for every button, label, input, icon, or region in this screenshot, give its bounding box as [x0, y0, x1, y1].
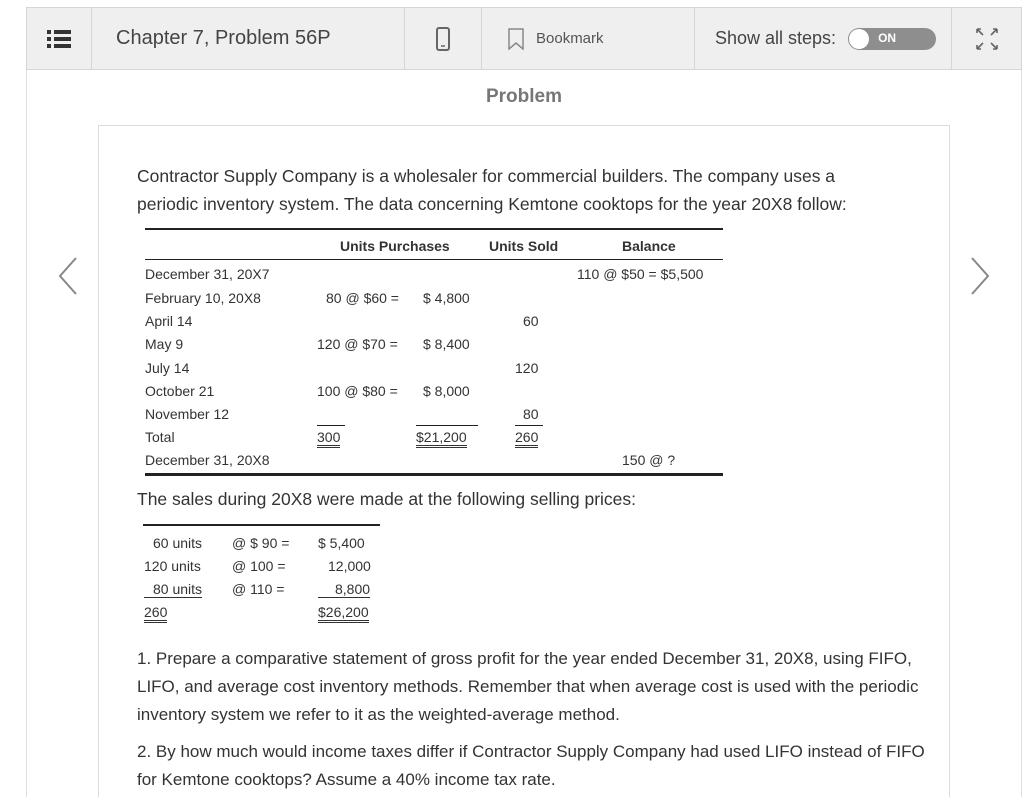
bookmark-label: Bookmark: [536, 30, 604, 47]
expand-button[interactable]: [952, 8, 1021, 69]
row-sold: 80: [523, 406, 539, 422]
list-icon: [47, 29, 71, 49]
show-steps-label: Show all steps:: [715, 28, 837, 48]
row-amount: $ 4,800: [423, 290, 470, 306]
row-amount: $ 8,400: [423, 336, 470, 352]
next-arrow-icon[interactable]: [970, 256, 990, 296]
subtotal-rule: [515, 425, 543, 426]
row-purchase: 120 @ $70 =: [317, 336, 398, 352]
row-date: December 31, 20X7: [145, 266, 270, 282]
table-top-rule: [145, 228, 723, 230]
sales-units: 60 units: [153, 535, 203, 551]
intro-text: Contractor Supply Company is a wholesaler for commercial builders. The company uses a periodic inventory system. The data concerning Kemtone cooktops for the year 20X8 follow:: [137, 166, 847, 214]
header-rule: [145, 259, 723, 260]
row-date: February 10, 20X8: [145, 290, 261, 306]
sales-units-total: 260: [144, 604, 167, 623]
row-date: July 14: [145, 360, 190, 376]
question-1: 1. Prepare a comparative statement of gross profit for the year ended December 31, 20X8, using FIFO, LIFO, and average cost inventory methods. Remember that when average cost is used with the periodic inventory system we refer to it as the weighted-average method.: [137, 649, 919, 724]
row-date: December 31, 20X8: [145, 452, 270, 468]
toggle-knob: [849, 29, 869, 49]
sales-table: [143, 524, 380, 630]
header-units-sold: Units Sold: [489, 238, 559, 254]
page-title: Chapter 7, Problem 56P: [92, 8, 405, 69]
question-2: 2. By how much would income taxes differ if Contractor Supply Company had used LIFO instead of FIFO for Kemtone cooktops? Assume a 40% income tax rate.: [137, 742, 925, 789]
row-purchase-total: 300: [317, 429, 340, 448]
row-date: October 21: [145, 383, 215, 399]
sales-amount: 8,800: [318, 581, 370, 598]
row-sold-total: 260: [515, 429, 538, 448]
toggle-state: ON: [878, 30, 897, 45]
table-bottom-rule: [145, 473, 723, 476]
row-balance: 110 @ $50 = $5,500: [577, 266, 704, 282]
show-steps-control: [695, 8, 952, 69]
row-purchase: 100 @ $80 =: [317, 383, 398, 399]
bookmark-icon: [508, 28, 524, 50]
sales-units: 80 units: [144, 581, 202, 598]
row-purchase: 80 @ $60 =: [326, 290, 399, 306]
sales-price: @ $ 90 =: [232, 535, 290, 551]
subtotal-rule: [416, 425, 478, 426]
bookmark-button[interactable]: [482, 8, 695, 69]
subtotal-rule: [317, 425, 345, 426]
mobile-view-button[interactable]: [405, 8, 482, 69]
row-date: November 12: [145, 406, 230, 422]
show-steps-toggle[interactable]: [848, 28, 936, 50]
row-date: April 14: [145, 313, 193, 329]
inventory-table: [145, 228, 723, 477]
toolbar: [26, 7, 1022, 70]
sales-amount: 12,000: [328, 558, 371, 574]
mobile-icon: [436, 27, 450, 51]
row-date: Total: [145, 429, 175, 445]
sales-amount: $ 5,400: [318, 535, 365, 551]
row-amount-total: $21,200: [416, 429, 467, 448]
sales-units: 120 units: [144, 558, 201, 574]
row-amount: $ 8,000: [423, 383, 470, 399]
sales-text: The sales during 20X8 were made at the following selling prices:: [137, 489, 637, 509]
row-sold: 60: [523, 313, 539, 329]
header-units-purchases: Units Purchases: [340, 238, 450, 254]
previous-arrow-icon[interactable]: [58, 256, 78, 296]
expand-icon: [975, 27, 999, 51]
row-date: May 9: [145, 336, 184, 352]
sales-price: @ 110 =: [232, 581, 285, 597]
header-balance: Balance: [622, 238, 676, 254]
sales-top-rule: [143, 524, 380, 526]
sales-price: @ 100 =: [232, 558, 286, 574]
menu-button[interactable]: [27, 8, 92, 69]
sales-amount-total: $26,200: [318, 604, 369, 623]
problem-heading: Problem: [485, 86, 563, 107]
row-sold: 120: [515, 360, 539, 376]
row-balance: 150 @ ?: [622, 452, 676, 468]
